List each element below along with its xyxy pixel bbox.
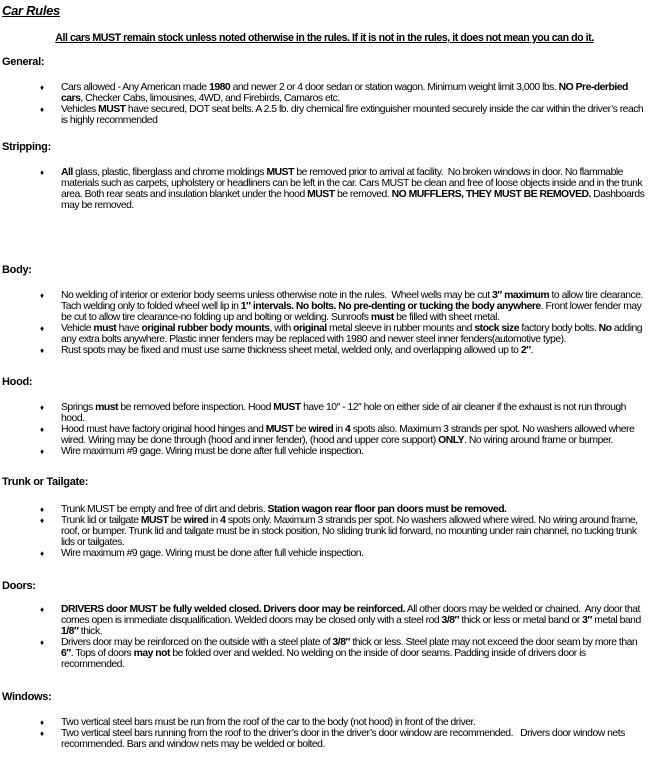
section-heading: Trunk or Tailgate: xyxy=(2,476,89,488)
bullet-item xyxy=(2,604,647,637)
bold-text-run: original xyxy=(293,323,327,334)
bullet-list xyxy=(2,504,647,559)
text-run: Two vertical steel bars running from the roof to the driver’s door in the driver’s door window are recommended. Drivers door window nets recommended. Bars and window nets may be welded or bolted. xyxy=(61,728,628,750)
section-stripping xyxy=(2,142,647,211)
bold-text-run: MUST xyxy=(140,515,169,526)
bold-text-run: 2″ xyxy=(520,345,531,356)
text-run: All other doors may be welded or chained. Any door that comes open is immediate disqualification. Welded doors may be closed only with a steel rod xyxy=(61,604,643,626)
bold-text-run: MUST xyxy=(266,167,294,178)
bold-text-run: may not xyxy=(133,648,170,659)
bold-text-run: MUST xyxy=(273,402,301,413)
text-run: Dashboards may be removed. xyxy=(61,189,647,211)
diamond-bullet-icon: ♦ xyxy=(40,346,45,355)
bold-text-run: must xyxy=(370,312,394,323)
text-run: Vehicle xyxy=(61,323,94,334)
diamond-bullet-icon: ♦ xyxy=(40,105,45,114)
diamond-bullet-icon: ♦ xyxy=(40,549,45,558)
text-run: metal sleeve in rubber mounts and xyxy=(326,323,475,334)
bullet-item xyxy=(2,82,647,104)
bold-text-run: wired xyxy=(308,424,334,435)
diamond-bullet-icon: ♦ xyxy=(40,638,45,647)
text-run: spots also. Maximum 3 strands per spot. No washers allowed where wired. Wiring may be done through (hood and inner fender), (hood and upper core support) xyxy=(61,424,637,446)
text-run: be filled with sheet metal. xyxy=(393,312,500,323)
text-run: thick. xyxy=(78,626,103,637)
bold-text-run: NO Pre-derbied cars xyxy=(61,82,631,104)
text-run: Wire maximum #9 gage. Wiring must be done after full vehicle inspection. xyxy=(61,548,364,559)
text-run: have secured, DOT seat belts. A 2.5 lb. dry chemical fire extinguisher mounted securely inside the car within the driver’s reach is highly recommended xyxy=(61,104,646,126)
text-run: . No wiring around frame or bumper. xyxy=(464,435,613,446)
bold-text-run: stock size xyxy=(474,323,520,334)
text-run: be removed. xyxy=(334,189,392,200)
section-heading: Doors: xyxy=(2,580,36,592)
bold-text-run: MUST xyxy=(307,189,335,200)
diamond-bullet-icon: ♦ xyxy=(40,168,45,177)
bullet-item xyxy=(2,424,647,446)
bold-text-run: No xyxy=(598,323,612,334)
bullet-item xyxy=(2,345,647,356)
diamond-bullet-icon: ♦ xyxy=(40,83,45,92)
bullet-item xyxy=(2,290,647,323)
text-run: Springs xyxy=(61,402,96,413)
text-run: glass, plastic, fiberglass and chrome moldings xyxy=(72,167,267,178)
bold-text-run: 6″ xyxy=(61,648,71,659)
diamond-bullet-icon: ♦ xyxy=(40,505,45,514)
section-general xyxy=(2,57,647,126)
bold-text-run: 4 xyxy=(220,515,226,526)
section-heading: Stripping: xyxy=(2,141,51,153)
text-run: factory body bolts. xyxy=(519,323,599,334)
bold-text-run: 3/8″ xyxy=(332,637,350,648)
bold-text-run: NO MUFFLERS, THEY MUST BE REMOVED. xyxy=(391,189,591,200)
text-run: , Checker Cabs, limousines, 4WD, and Firebirds, Camaros etc. xyxy=(80,93,340,104)
bullet-item xyxy=(2,323,647,345)
section-heading: Windows: xyxy=(2,691,52,703)
bullet-item xyxy=(2,446,647,457)
section-doors xyxy=(2,581,647,670)
diamond-bullet-icon: ♦ xyxy=(40,324,45,333)
text-run: be removed prior to arrival at facility. No broken windows in door. No flammable materials such as carpets, upholstery or headliners can be left in the car. Cars MUST be clean and free of loose objects inside and in the trunk area. Both rear seats and insulation blanket under the hood xyxy=(61,167,645,200)
bullet-item xyxy=(2,104,647,126)
bullet-item xyxy=(2,637,647,670)
bullet-list xyxy=(2,167,647,211)
diamond-bullet-icon: ♦ xyxy=(40,403,45,412)
bold-text-run: MUST xyxy=(265,424,294,435)
text-run: Trunk lid or tailgate xyxy=(61,515,141,526)
text-run: be removed before inspection. Hood xyxy=(117,402,274,413)
text-run: adding any extra bolts anywhere. Plastic inner fenders may be replaced with 1980 and newer steel inner fenders(automotive type). xyxy=(61,323,645,345)
diamond-bullet-icon: ♦ xyxy=(40,516,45,525)
bold-text-run: All xyxy=(61,167,73,178)
notice-line: All cars MUST remain stock unless noted otherwise in the rules. If it is not in the rules, it does not mean you can do it. xyxy=(55,32,594,44)
bold-text-run: 1/8″ xyxy=(61,626,79,637)
text-run: Cars allowed - Any American made xyxy=(61,82,210,93)
bullet-item xyxy=(2,504,647,515)
text-run: Two vertical steel bars must be run from the roof of the car to the body (not hood) in front of the driver. xyxy=(61,717,476,728)
bold-text-run: original rubber body mounts xyxy=(141,323,270,334)
text-run: be xyxy=(168,515,184,526)
section-heading: Body: xyxy=(2,264,32,276)
sections-container xyxy=(2,57,647,750)
section-heading: Hood: xyxy=(2,376,33,388)
section-hood xyxy=(2,377,647,457)
bullet-item xyxy=(2,548,647,559)
text-run: and newer 2 or 4 door sedan or station wagon. Minimum weight limit 3,000 lbs. xyxy=(230,82,559,93)
text-run: spots only. Maximum 3 strands per spot. No washers allowed where wired. No wiring around frame, roof, or bumper. Trunk lid and tailgate must be in stock position, No sliding trunk lid forward, no mounting under rain channel, no tucking trunk lids or tailgates. xyxy=(61,515,640,548)
text-run: have 10″ - 12″ hole on either side of air cleaner if the exhaust is not run through hood. xyxy=(61,402,629,424)
text-run: Rust spots may be fixed and must use same thickness sheet metal, welded only, and overlapping allowed up to xyxy=(61,345,521,356)
diamond-bullet-icon: ♦ xyxy=(40,729,45,738)
bold-text-run: 3″ xyxy=(582,615,592,626)
text-run: thick or less. Steel plate may not exceed the door seam by more than xyxy=(349,637,640,648)
text-run: . xyxy=(530,345,534,356)
bold-text-run: Station wagon rear floor pan doors must be removed. xyxy=(267,504,507,515)
text-run: Vehicles xyxy=(61,104,99,115)
text-run: Trunk MUST be empty and free of dirt and debris. xyxy=(61,504,268,515)
text-run: be xyxy=(293,424,309,435)
diamond-bullet-icon: ♦ xyxy=(40,605,45,614)
bullet-item xyxy=(2,167,647,211)
text-run: to allow tire clearance. Tach welding only to folded wheel well lip in xyxy=(61,290,646,312)
bullet-list xyxy=(2,290,647,356)
section-windows xyxy=(2,692,647,750)
text-run: Hood must have factory original hood hinges and xyxy=(61,424,266,435)
bold-text-run: wired xyxy=(183,515,209,526)
bold-text-run: MUST xyxy=(98,104,126,115)
bold-text-run: 4 xyxy=(345,424,351,435)
bullet-item xyxy=(2,402,647,424)
bullet-list xyxy=(2,82,647,126)
bold-text-run: ONLY xyxy=(438,435,465,446)
diamond-bullet-icon: ♦ xyxy=(40,425,45,434)
text-run: in xyxy=(333,424,346,435)
bullet-list xyxy=(2,604,647,670)
text-run: No welding of interior or exterior body seems unless otherwise note in the rules. Wheel wells may be cut xyxy=(61,290,492,301)
bold-text-run: DRIVERS door MUST be fully welded closed. Drivers door may be reinforced. xyxy=(61,604,405,615)
text-run: . Tops of doors xyxy=(70,648,134,659)
bullet-list xyxy=(2,717,647,750)
text-run: thick or less or metal band or xyxy=(458,615,583,626)
diamond-bullet-icon: ♦ xyxy=(40,718,45,727)
bullet-item xyxy=(2,728,647,750)
text-run: metal band xyxy=(591,615,644,626)
bold-text-run: 3″ maximum xyxy=(491,290,550,301)
diamond-bullet-icon: ♦ xyxy=(40,447,45,456)
diamond-bullet-icon: ♦ xyxy=(40,291,45,300)
text-run: . Front lower fender may be cut to allow tire clearance-no folding up and bolting or welding. Sunroofs xyxy=(61,301,644,323)
text-run: be folded over and welded. No welding on the inside of door seams. Padding inside of drivers door is recommended. xyxy=(61,648,588,670)
bold-text-run: 3/8″ xyxy=(441,615,459,626)
bullet-list xyxy=(2,402,647,457)
section-heading: General: xyxy=(2,56,45,68)
section-trunk xyxy=(2,477,647,559)
bold-text-run: 1″ intervals. No bolts. No pre-denting or tucking the body anywhere xyxy=(240,301,541,312)
bold-text-run: must xyxy=(95,402,118,413)
bold-text-run: must xyxy=(93,323,117,334)
text-run: have xyxy=(116,323,142,334)
doc-title: Car Rules xyxy=(2,3,60,18)
text-run: , with xyxy=(269,323,294,334)
section-body xyxy=(2,265,647,356)
bullet-item xyxy=(2,717,647,728)
text-run: in xyxy=(208,515,221,526)
text-run: Drivers door may be reinforced on the outside with a steel plate of xyxy=(61,637,333,648)
text-run: Wire maximum #9 gage. Wiring must be done after full vehicle inspection. xyxy=(61,446,364,457)
bold-text-run: 1980 xyxy=(209,82,231,93)
bullet-item xyxy=(2,515,647,548)
